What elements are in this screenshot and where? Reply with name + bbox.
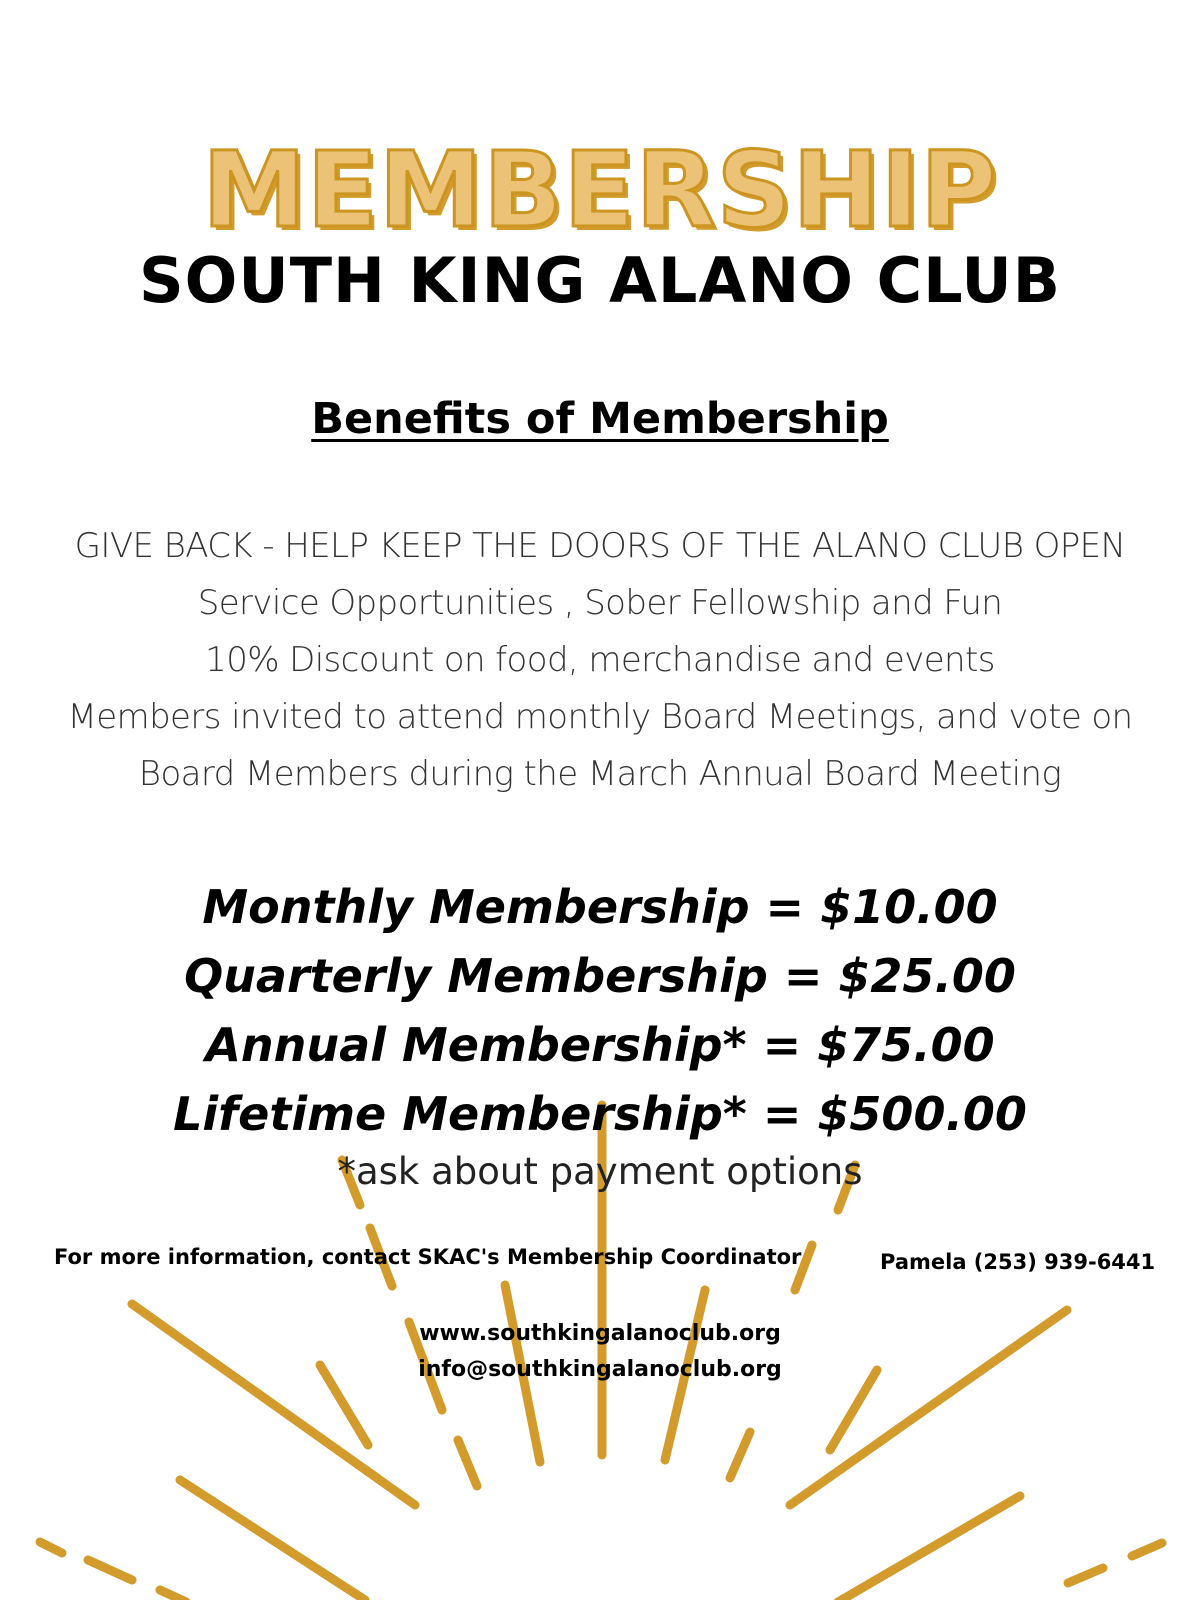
payment-options-note: *ask about payment options	[337, 1150, 863, 1193]
contact-info-line: For more information, contact SKAC's Membership Coordinator	[54, 1245, 802, 1269]
website-link[interactable]: www.southkingalanoclub.org	[419, 1321, 781, 1346]
pricing-list	[0, 873, 1200, 1149]
benefit-item: GIVE BACK - HELP KEEP THE DOORS OF THE ALANO CLUB OPEN	[74, 526, 1126, 566]
benefit-item: Service Opportunities , Sober Fellowship and Fun	[197, 583, 1003, 623]
email-link[interactable]: info@southkingalanoclub.org	[418, 1357, 782, 1382]
benefit-item: Members invited to attend monthly Board Meetings, and vote on	[67, 697, 1133, 737]
price-tier-annual: Annual Membership* = $75.00	[205, 1018, 995, 1072]
price-tier-quarterly: Quarterly Membership = $25.00	[184, 949, 1016, 1003]
contact-person: Pamela (253) 939-6441	[880, 1250, 1156, 1274]
contact-links	[0, 1316, 1200, 1388]
benefit-item: Board Members during the March Annual Board Meeting	[138, 754, 1062, 794]
price-tier-monthly: Monthly Membership = $10.00	[202, 880, 998, 934]
benefits-heading: Benefits of Membership	[311, 394, 889, 444]
membership-title: MEMBERSHIP	[202, 129, 998, 251]
benefit-item: 10% Discount on food, merchandise and events	[205, 640, 995, 680]
price-tier-lifetime: Lifetime Membership* = $500.00	[173, 1087, 1027, 1141]
organization-name: SOUTH KING ALANO CLUB	[139, 244, 1061, 317]
benefits-list	[0, 518, 1200, 803]
